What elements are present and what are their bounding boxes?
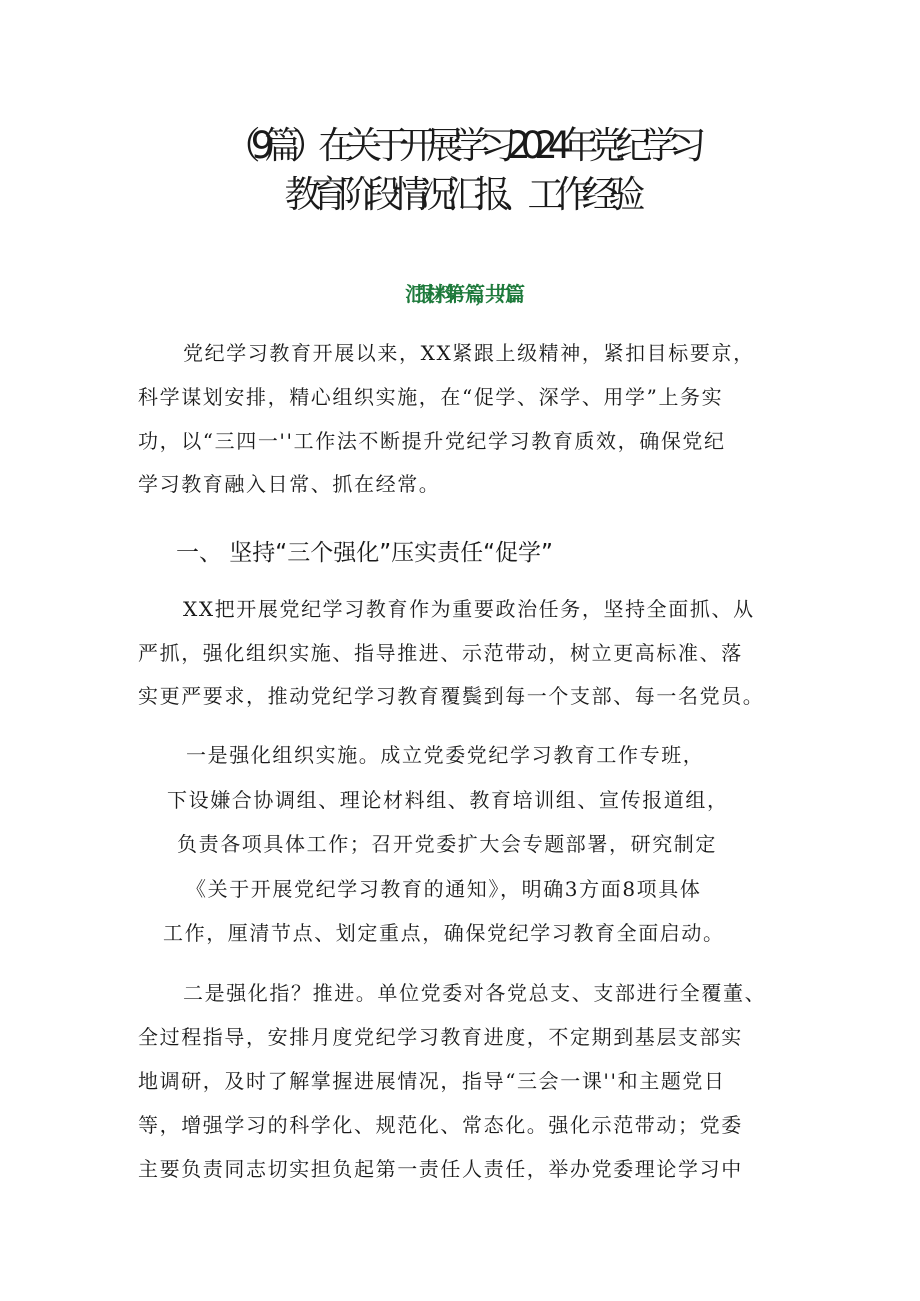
paragraph-2-line-3: 实更严要求，推动党纪学习教育覆鬓到每一个支部、每一名党员。 [138, 684, 765, 708]
paragraph-4-line-1: 二是强化指？推进。单位党委对各党总支、支部进行全覆董、 [183, 981, 767, 1005]
document-subtitle: 汇报材料第一篇，共九篇 [405, 282, 515, 306]
paragraph-3-line-4: 《关于开展党纪学习教育的通知》，明确3方面8项具体 [186, 877, 702, 901]
paragraph-1-line-2: 科学谋划安排，精心组织实施，在“促学、深学、用学”上务实 [138, 385, 724, 409]
paragraph-4-line-4: 等，增强学习的科学化、规范化、常态化。强化示范带动；党委 [138, 1113, 743, 1137]
paragraph-1-line-4: 学习教育融入日常、抓在经常。 [138, 472, 441, 496]
paragraph-3-line-2: 下设嫌合协调组、理论材料组、教育培训组、宣传报道组， [167, 788, 729, 812]
paragraph-4-line-3: 地调研，及时了解掌握进展情况，指导“三会一课''和主题党日 [138, 1069, 726, 1093]
document-title-line-2: 教育阶段情况汇报、工作经验 [284, 173, 636, 216]
paragraph-4-line-5: 主要负责同志切实担负起第一责任人责任，举办党委理论学习中 [138, 1157, 743, 1181]
paragraph-3-line-3: 负责各项具体工作；召开党委扩大会专题部署，研究制定 [177, 832, 717, 856]
paragraph-4-line-2: 全过程指导，安排月度党纪学习教育进度，不定期到基层支部实 [138, 1025, 743, 1049]
section-1-heading: 一、 坚持“三个强化”压实责任“促学” [176, 540, 553, 566]
paragraph-3-line-1: 一是强化组织实施。成立党委党纪学习教育工作专班， [186, 743, 705, 767]
paragraph-2-line-1: XX把开展党纪学习教育作为重要政治任务，坚持全面抓、从 [183, 597, 755, 621]
document-title-line-1: （9篇）在关于开展学习2024年党纪学习 [223, 124, 697, 167]
paragraph-1-line-1: 党纪学习教育开展以来，XX紧跟上级精神，紧扣目标要京， [183, 341, 755, 365]
paragraph-1-line-3: 功，以“三四一''工作法不断提升党纪学习教育质效，确保党纪 [138, 429, 726, 453]
paragraph-3-line-5: 工作，厘清节点、划定重点，确保党纪学习教育全面启动。 [163, 921, 725, 945]
paragraph-2-line-2: 严抓，强化组织实施、指导推进、示范带动，树立更高标准、落 [138, 641, 743, 665]
